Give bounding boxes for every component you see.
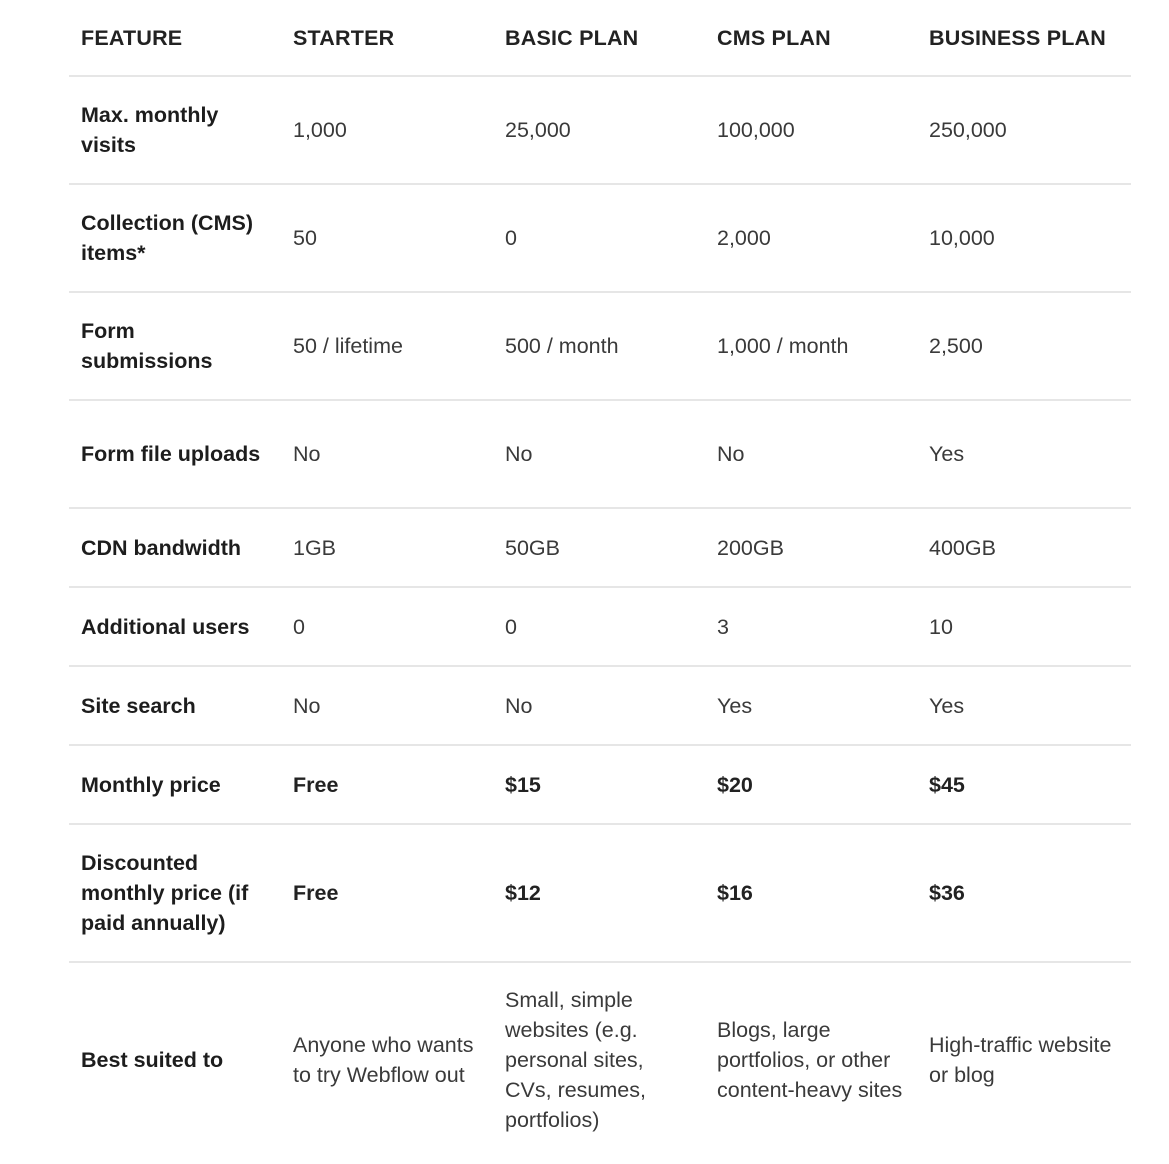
row-feature-label: Best suited to	[81, 1048, 224, 1072]
cell-basic-plan: 500 / month	[493, 292, 705, 400]
cell-cms-plan: 3	[705, 587, 917, 666]
plan-comparison-table-wrapper	[69, 0, 1131, 1157]
cell-business-plan: 400GB	[917, 508, 1131, 587]
table-row	[69, 400, 1131, 508]
cell-cms-plan: 2,000	[705, 184, 917, 292]
cell-starter-price: Free	[281, 745, 493, 824]
cell-business-plan-price: $45	[917, 745, 1131, 824]
header-starter: STARTER	[281, 0, 493, 76]
cell-business-plan: Yes	[917, 666, 1131, 745]
cell-basic-plan: Small, simple websites (e.g. personal sites, CVs, resumes, portfolios)	[505, 988, 646, 1132]
table-row	[69, 508, 1131, 587]
cell-starter-price: Free	[281, 824, 493, 962]
header-basic-plan: BASIC PLAN	[493, 0, 705, 76]
cell-cms-plan: 100,000	[705, 76, 917, 184]
cell-basic-plan: 0	[493, 184, 705, 292]
cell-starter: 50	[281, 184, 493, 292]
header-cms-plan: CMS PLAN	[705, 0, 917, 76]
cell-starter: No	[281, 400, 493, 508]
row-feature-label: Collection (CMS) items*	[69, 184, 281, 292]
cell-business-plan: 10	[917, 587, 1131, 666]
cell-starter: 0	[281, 587, 493, 666]
row-feature-label: Additional users	[69, 587, 281, 666]
header-row	[69, 0, 1131, 76]
cell-business-plan: Yes	[917, 400, 1131, 508]
cell-basic-plan: 50GB	[493, 508, 705, 587]
cell-basic-plan: 25,000	[493, 76, 705, 184]
row-feature-label: Discounted monthly price (if paid annually)	[69, 824, 281, 962]
cell-business-plan-price: $36	[917, 824, 1131, 962]
cell-basic-plan: No	[493, 400, 705, 508]
cell-cms-plan: 1,000 / month	[705, 292, 917, 400]
cell-cms-plan: Yes	[705, 666, 917, 745]
row-feature-label: Monthly price	[69, 745, 281, 824]
row-feature-label: Site search	[69, 666, 281, 745]
cell-basic-plan-price: $15	[493, 745, 705, 824]
cell-business-plan: High-traffic website or blog	[929, 1033, 1112, 1087]
row-feature-label: Form file uploads	[69, 400, 281, 508]
cell-starter: 50 / lifetime	[281, 292, 493, 400]
cell-business-plan: 10,000	[917, 184, 1131, 292]
header-feature: FEATURE	[69, 0, 281, 76]
cell-basic-plan: No	[493, 666, 705, 745]
header-business-plan: BUSINESS PLAN	[917, 0, 1131, 76]
cell-cms-plan-price: $20	[705, 745, 917, 824]
table-row	[69, 824, 1131, 962]
cell-cms-plan: 200GB	[705, 508, 917, 587]
table-row	[69, 184, 1131, 292]
table-row	[69, 587, 1131, 666]
table-row	[69, 292, 1131, 400]
cell-starter: 1GB	[281, 508, 493, 587]
cell-basic-plan: 0	[493, 587, 705, 666]
plan-comparison-table	[69, 0, 1131, 1157]
cell-basic-plan-price: $12	[493, 824, 705, 962]
cell-cms-plan: No	[705, 400, 917, 508]
cell-starter: Anyone who wants to try Webflow out	[293, 1033, 474, 1087]
row-feature-label: Max. monthly visits	[69, 76, 281, 184]
table-row	[69, 76, 1131, 184]
cell-starter: 1,000	[281, 76, 493, 184]
row-feature-label: Form submissions	[69, 292, 281, 400]
row-feature-label: CDN bandwidth	[69, 508, 281, 587]
cell-cms-plan-price: $16	[705, 824, 917, 962]
cell-business-plan: 2,500	[917, 292, 1131, 400]
table-header	[69, 0, 1131, 76]
cell-starter: No	[281, 666, 493, 745]
table-body	[69, 76, 1131, 1157]
table-row	[69, 666, 1131, 745]
cell-business-plan: 250,000	[917, 76, 1131, 184]
cell-cms-plan: Blogs, large portfolios, or other content-heavy sites	[717, 1018, 903, 1102]
table-row	[69, 745, 1131, 824]
table-row	[69, 962, 1131, 1157]
